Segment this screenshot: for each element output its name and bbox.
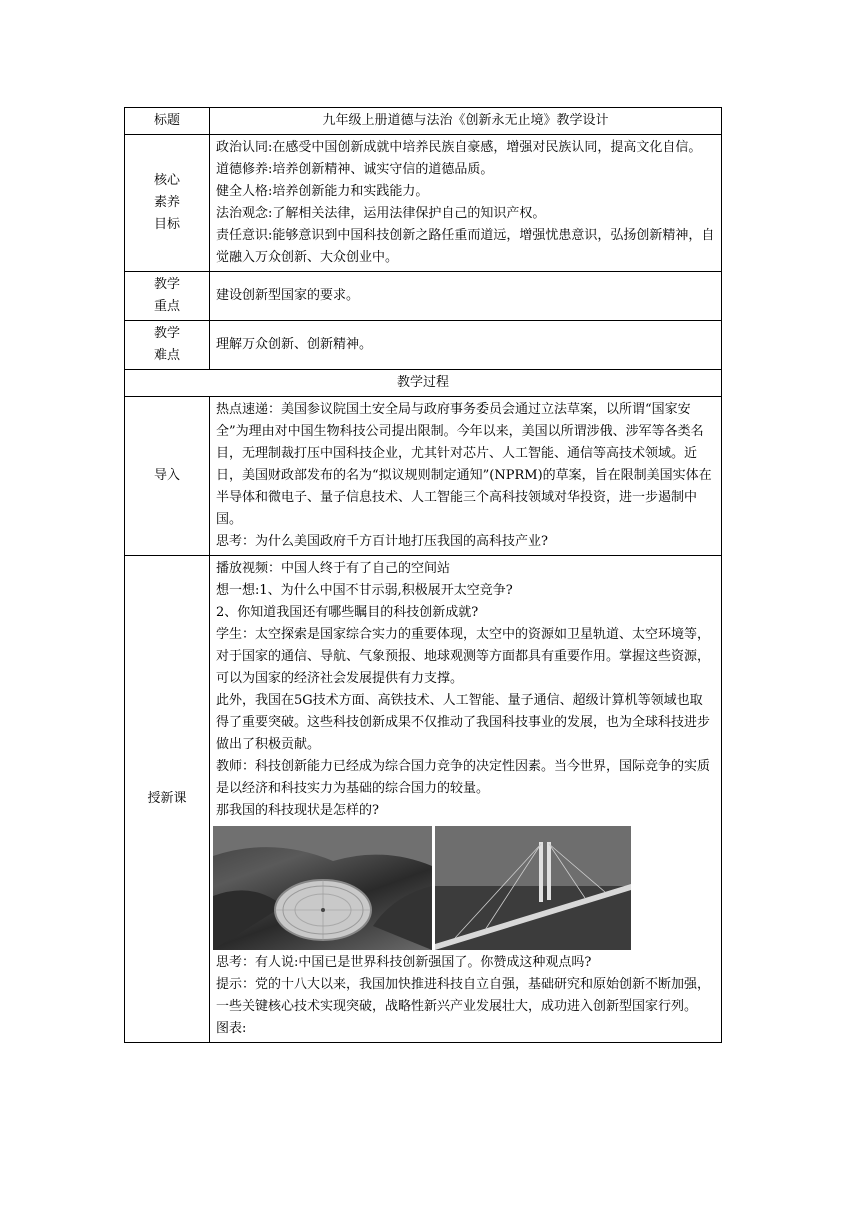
photo-row — [213, 826, 715, 950]
radio-telescope-photo — [213, 826, 432, 950]
lesson-line: 此外，我国在5G技术方面、高铁技术、人工智能、量子通信、超级计算机等领域也取得了重要突破。这些科技创新成果不仅推动了我国科技事业的发展，也为全球科技进步做出了积极贡献。 — [216, 693, 711, 752]
difficulty-content: 理解万众创新、创新精神。 — [210, 321, 722, 370]
lesson-content — [210, 556, 722, 1043]
intro-label: 导入 — [125, 397, 210, 556]
goal-law: 法治观念:了解相关法律，运用法律保护自己的知识产权。 — [216, 206, 546, 221]
lesson-line: 提示：党的十八大以来，我国加快推进科技自立自强，基础研究和原始创新不断加强，一些关键核心技术实现突破，战略性新兴产业发展壮大，成功进入创新型国家行列。 — [216, 977, 711, 1014]
key-point-row — [125, 272, 722, 321]
lesson-line: 教师：科技创新能力已经成为综合国力竞争的决定性因素。当今世界，国际竞争的实质是以经济和科技实力为基础的综合国力的较量。 — [216, 759, 711, 796]
goal-moral: 道德修养:培养创新精神、诚实守信的道德品质。 — [216, 162, 494, 177]
difficulty-label: 教学 难点 — [125, 321, 210, 370]
difficulty-row — [125, 321, 722, 370]
intro-content — [210, 397, 722, 556]
title-label: 标题 — [125, 108, 210, 135]
lesson-plan-table — [124, 107, 722, 1043]
goal-personality: 健全人格:培养创新能力和实践能力。 — [216, 184, 429, 199]
intro-question: 思考：为什么美国政府千方百计地打压我国的高科技产业? — [216, 534, 548, 549]
title-row — [125, 108, 722, 135]
process-header-row — [125, 370, 722, 397]
lesson-line: 学生：太空探索是国家综合实力的重要体现，太空中的资源如卫星轨道、太空环境等，对于国家的通信、导航、气象预报、地球观测等方面都具有重要作用。掌握这些资源，可以为国家的经济社会发展提供有力支撑。 — [216, 627, 711, 686]
lesson-line: 2、你知道我国还有哪些瞩目的科技创新成就? — [216, 605, 479, 620]
lesson-line: 图表: — [216, 1021, 247, 1036]
lesson-line: 播放视频：中国人终于有了自己的空间站 — [216, 561, 451, 576]
lesson-row — [125, 556, 722, 1043]
goal-responsibility: 责任意识:能够意识到中国科技创新之路任重而道远，增强忧患意识，弘扬创新精神，自觉融入万众创新、大众创业中。 — [216, 228, 715, 265]
lesson-line: 思考：有人说:中国已是世界科技创新强国了。你赞成这种观点吗? — [216, 955, 592, 970]
lesson-title: 九年级上册道德与法治《创新永无止境》教学设计 — [210, 108, 722, 135]
core-goals-content — [210, 135, 722, 272]
goal-political: 政治认同:在感受中国创新成就中培养民族自豪感，增强对民族认同，提高文化自信。 — [216, 140, 702, 155]
bridge-photo — [435, 826, 631, 950]
lesson-label: 授新课 — [125, 556, 210, 1043]
lesson-line: 想一想:1、为什么中国不甘示弱,积极展开太空竞争? — [216, 583, 513, 598]
key-point-content: 建设创新型国家的要求。 — [210, 272, 722, 321]
intro-hot-news: 热点速递：美国参议院国土安全局与政府事务委员会通过立法草案，以所谓“国家安全”为理由对中国生物科技公司提出限制。今年以来，美国以所谓涉俄、涉军等各类名目，无理制裁打压中国科技企业，尤其针对芯片、人工智能、通信等高技术领域。近日，美国财政部发布的名为“拟议规则制定通知”(NPRM)的草案，旨在限制美国实体在半导体和微电子、量子信息技术、人工智能三个高科技领域对华投资，进一步遏制中国。 — [216, 402, 712, 527]
core-goals-label: 核心 素养 目标 — [125, 135, 210, 272]
key-point-label: 教学 重点 — [125, 272, 210, 321]
lesson-line: 那我国的科技现状是怎样的? — [216, 803, 379, 818]
core-goals-row — [125, 135, 722, 272]
process-header: 教学过程 — [125, 370, 722, 397]
intro-row — [125, 397, 722, 556]
